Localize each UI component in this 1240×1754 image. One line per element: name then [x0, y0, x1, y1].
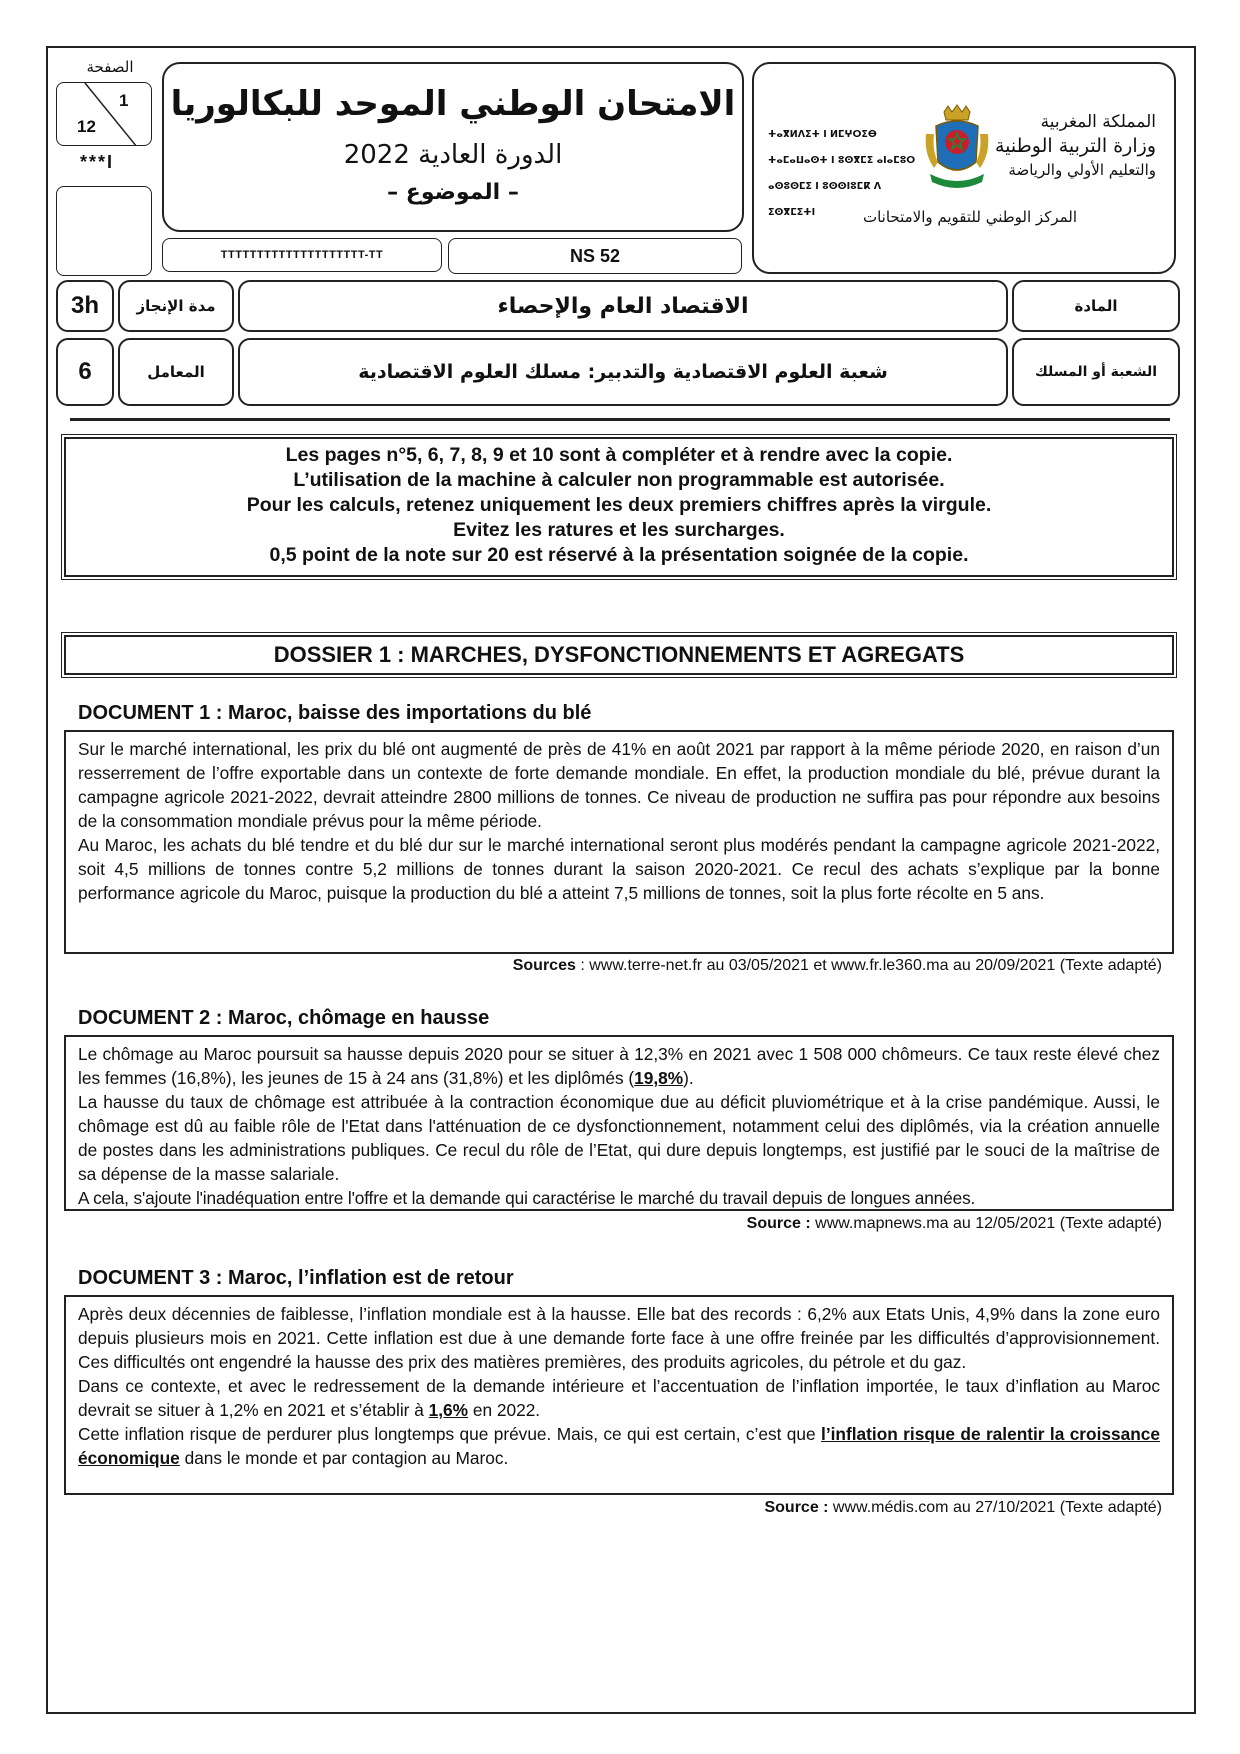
- doc3-p2-start: Dans ce contexte, et avec le redressement de la demande intérieure et l’accentuation de l’inflation importée, le taux d’inflation au Maroc devrait se situer à 1,2% en 2021 et s’établir à: [78, 1376, 1160, 1420]
- ns-code: NS 52: [448, 238, 742, 274]
- doc2-box: [64, 1035, 1174, 1211]
- page-total: 12: [77, 117, 96, 136]
- tifinagh-line-3: ⴰⵙⵓⵙⵎⵉ ⵏ ⵓⵙⵙⵏⵓⵎⴽ ⴷ ⵉⵙⴳⵎⵉⵜⵏ: [768, 181, 882, 218]
- dossier-title: DOSSIER 1 : MARCHES, DYSFONCTIONNEMENTS ET AGREGATS: [64, 635, 1174, 675]
- doc3-highlight-rate: 1,6%: [428, 1400, 469, 1420]
- doc2-source-label: Source :: [746, 1215, 811, 1232]
- doc1-box: [64, 730, 1174, 954]
- page-stars: ***I: [80, 152, 115, 172]
- instruction-2: L’utilisation de la machine à calculer non programmable est autorisée.: [293, 469, 945, 491]
- duration-value: 3h: [56, 280, 114, 332]
- instructions-box: [64, 437, 1174, 577]
- moroccan-emblem-icon: [922, 104, 992, 194]
- instruction-3: Pour les calculs, retenez uniquement les deux premiers chiffres après la virgule.: [246, 494, 992, 516]
- exam-title: الامتحان الوطني الموحد للبكالوريا: [170, 84, 736, 124]
- ministry-line-3: والتعليم الأولي والرياضة: [1008, 161, 1156, 179]
- code-field: TTTTTTTTTTTTTTTTTTTT-TT: [162, 238, 442, 272]
- doc2-paragraph-1: [78, 1042, 1160, 1090]
- page-number-box: [56, 82, 152, 146]
- doc3-source: [764, 1499, 1162, 1517]
- doc2-p1-start: Le chômage au Maroc poursuit sa hausse depuis 2020 pour se situer à 12,3% en 2021 avec 1 508 000 chômeurs. Ce taux reste élevé chez les femmes (16,8%), les jeunes de 15 à 24 ans (31,8%) et les diplômés (: [78, 1044, 1160, 1088]
- doc2-paragraph-3: A cela, s'ajoute l'inadéquation entre l'offre et la demande qui caractérise le marché du travail depuis de longues années.: [78, 1188, 976, 1208]
- doc2-source: [747, 1215, 1162, 1233]
- doc3-paragraph-1: Après deux décennies de faiblesse, l’inflation mondiale est à la hausse. Elle bat des records : 6,2% aux Etats Unis, 4,9% dans la zone euro depuis plusieurs mois en 2021. Cette inflation est due à une demande forte face à une offre freinée par les difficultés d’approvisionnement. Ces difficultés ont engendré la hausse des prix des matières premières, des produits agricoles, du pétrole et du gaz.: [78, 1304, 1160, 1372]
- ministry-line-1: المملكة المغربية: [1040, 112, 1156, 132]
- blank-box: [56, 186, 152, 276]
- doc3-p3-start: Cette inflation risque de perdurer plus longtemps que prévue. Mais, ce qui est certain, c’est que: [78, 1424, 822, 1444]
- duration-label: مدة الإنجاز: [118, 280, 234, 332]
- doc3-source-text: www.médis.com au 27/10/2021 (Texte adapté): [828, 1499, 1162, 1516]
- doc3-paragraph-3: [78, 1422, 1160, 1470]
- doc2-source-text: www.mapnews.ma au 12/05/2021 (Texte adapté): [810, 1215, 1162, 1232]
- doc3-p2-end: en 2022.: [468, 1400, 541, 1420]
- doc1-paragraph-2: Au Maroc, les achats du blé tendre et du blé dur sur le marché international seront plus modérés pendant la campagne agricole 2021-2022, soit 4,5 millions de tonnes contre 5,2 millions de tonnes durant la saison 2020-2021. Ce recul des achats s’explique par la bonne performance agricole du Maroc, puisque la production du blé a atteint 7,5 millions de tonnes, soit la plus forte récolte en 5 ans.: [78, 835, 1160, 903]
- doc1-source-text: : www.terre-net.fr au 03/05/2021 et www.fr.le360.ma au 20/09/2021 (Texte adapté): [575, 957, 1162, 974]
- doc1-source: [513, 957, 1162, 975]
- tifinagh-line-2: ⵜⴰⵎⴰⵡⴰⵙⵜ ⵏ ⵓⵙⴳⵎⵉ ⴰⵏⴰⵎⵓⵔ: [768, 155, 916, 166]
- branch-name: شعبة العلوم الاقتصادية والتدبير: مسلك العلوم الاقتصادية: [238, 338, 1008, 406]
- instruction-1: Les pages n°5, 6, 7, 8, 9 et 10 sont à compléter et à rendre avec la copie.: [285, 444, 953, 466]
- coef-value: 6: [56, 338, 114, 406]
- page-number-diagonal: [57, 83, 152, 146]
- subject-name: الاقتصاد العام والإحصاء: [238, 280, 1008, 332]
- instruction-4: Evitez les ratures et les surcharges.: [453, 519, 785, 541]
- doc3-p3-end: dans le monde et par contagion au Maroc.: [179, 1448, 509, 1468]
- header-separator: [70, 418, 1170, 421]
- doc1-title: DOCUMENT 1 : Maroc, baisse des importations du blé: [78, 702, 592, 724]
- doc1-source-label: Sources: [512, 957, 576, 974]
- doc2-highlight: 19,8%: [634, 1068, 684, 1088]
- doc2-paragraph-2: La hausse du taux de chômage est attribuée à la contraction économique due au déficit pluviométrique et à la crise pandémique. Aussi, le chômage est dû au faible rôle de l'Etat dans l'atténuation de ce dysfonctionnement, notamment celui des diplômés, via la création annuelle de postes dans les administrations publiques. Ce recul du rôle de l’Etat, qui dure depuis longtemps, est justifié par le souci de la maîtrise de sa dépense de la masse salariale.: [78, 1092, 1160, 1184]
- ministry-center: المركز الوطني للتقويم والامتحانات: [862, 208, 1078, 226]
- doc3-title: DOCUMENT 3 : Maroc, l’inflation est de retour: [78, 1267, 514, 1289]
- ministry-line-2: وزارة التربية الوطنية: [995, 135, 1156, 157]
- ministry-text: [986, 110, 1156, 182]
- doc2-title: DOCUMENT 2 : Maroc, chômage en hausse: [78, 1007, 490, 1029]
- page-current: 1: [119, 91, 129, 110]
- branch-label: الشعبة أو المسلك: [1012, 338, 1180, 406]
- doc3-source-label: Source :: [764, 1499, 829, 1516]
- doc3-box: [64, 1295, 1174, 1495]
- doc1-paragraph-1: Sur le marché international, les prix du blé ont augmenté de près de 41% en août 2021 par rapport à la même période 2020, en raison d’un resserrement de l’offre exportable dans un contexte de forte demande mondiale. En effet, la production mondiale du blé, prévue durant la campagne agricole 2021-2022, devrait atteindre 2800 millions de tonnes. Ce niveau de production ne suffira pas pour répondre aux besoins de la consommation mondiale prévus pour la même période.: [78, 739, 1160, 831]
- doc2-p1-end: ).: [683, 1068, 694, 1088]
- exam-title-box: [162, 62, 744, 232]
- page-label: الصفحة: [86, 58, 134, 76]
- exam-session: الدورة العادية 2022: [343, 140, 563, 170]
- exam-subject-label: – الموضوع –: [387, 180, 519, 205]
- subject-label: المادة: [1012, 280, 1180, 332]
- ministry-box: [752, 62, 1176, 274]
- tifinagh-line-1: ⵜⴰⴳⵍⴷⵉⵜ ⵏ ⵍⵎⵖⵔⵉⴱ: [768, 129, 877, 140]
- coef-label: المعامل: [118, 338, 234, 406]
- instruction-5: 0,5 point de la note sur 20 est réservé à la présentation soignée de la copie.: [269, 544, 969, 566]
- doc3-paragraph-2: [78, 1374, 1160, 1422]
- doc3-highlight-phrase: l’inflation risque de ralentir la croissance économique: [78, 1424, 1160, 1468]
